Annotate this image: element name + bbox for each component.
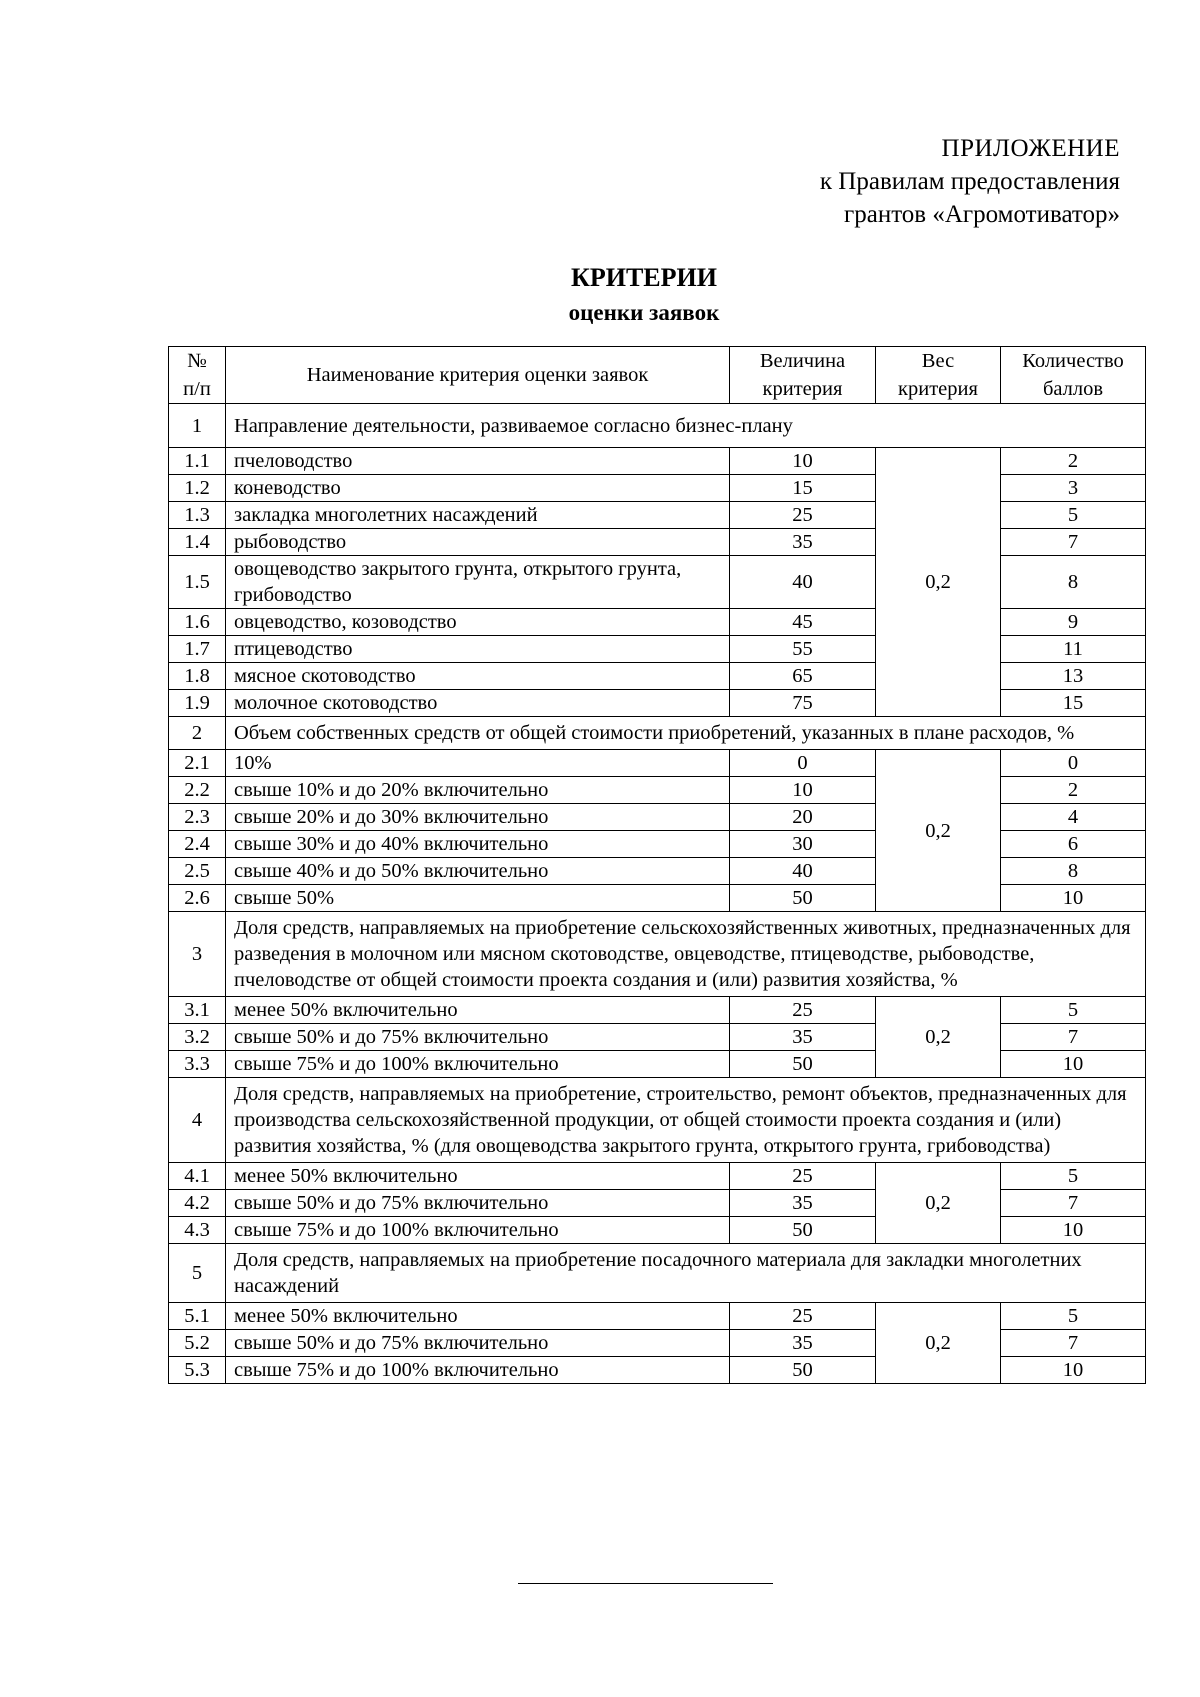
section-num: 3 (169, 912, 226, 997)
row-name: птицеводство (226, 636, 730, 663)
header-value-line1: Величина (759, 350, 846, 372)
row-name: свыше 30% и до 40% включительно (226, 831, 730, 858)
table-row (169, 1163, 1146, 1190)
table-row (169, 448, 1146, 475)
row-num: 2.6 (169, 885, 226, 912)
section-title: Доля средств, направляемых на приобретение посадочного материала для закладки многолетних насаждений (226, 1244, 1146, 1303)
row-value: 25 (730, 1303, 876, 1330)
row-value: 10 (730, 777, 876, 804)
row-value: 35 (730, 1190, 876, 1217)
row-points: 15 (1001, 690, 1146, 717)
row-num: 3.3 (169, 1051, 226, 1078)
row-points: 10 (1001, 1217, 1146, 1244)
header-weight-line1: Вес (921, 350, 955, 372)
row-name: пчеловодство (226, 448, 730, 475)
row-num: 1.2 (169, 475, 226, 502)
row-num: 1.7 (169, 636, 226, 663)
row-name: закладка многолетних насаждений (226, 502, 730, 529)
row-name: 10% (226, 750, 730, 777)
table-row (169, 1303, 1146, 1330)
row-num: 4.3 (169, 1217, 226, 1244)
section-title: Направление деятельности, развиваемое согласно бизнес-плану (226, 404, 1146, 448)
row-points: 6 (1001, 831, 1146, 858)
section-row (169, 1244, 1146, 1303)
row-value: 30 (730, 831, 876, 858)
row-name: овощеводство закрытого грунта, открытого грунта, грибоводство (226, 556, 730, 609)
row-num: 4.1 (169, 1163, 226, 1190)
row-name: мясное скотоводство (226, 663, 730, 690)
criteria-table-body (169, 404, 1146, 1384)
row-value: 25 (730, 502, 876, 529)
section-title: Доля средств, направляемых на приобретение сельскохозяйственных животных, предназначенных для разведения в молочном или мясном скотоводстве, овцеводстве, птицеводстве, рыбоводстве, пчеловодстве от общей стоимости проекта создания и (или) развития хозяйства, % (226, 912, 1146, 997)
section-row (169, 404, 1146, 448)
row-points: 7 (1001, 529, 1146, 556)
row-name: овцеводство, козоводство (226, 609, 730, 636)
header-points-line2: баллов (1042, 378, 1104, 400)
row-num: 1.8 (169, 663, 226, 690)
appendix-title: ПРИЛОЖЕНИЕ (941, 135, 1120, 162)
header-name: Наименование критерия оценки заявок (226, 347, 730, 404)
footer-divider (518, 1583, 773, 1584)
row-value: 35 (730, 1024, 876, 1051)
row-name: менее 50% включительно (226, 1303, 730, 1330)
row-points: 7 (1001, 1024, 1146, 1051)
row-num: 2.5 (169, 858, 226, 885)
row-value: 50 (730, 885, 876, 912)
row-name: рыбоводство (226, 529, 730, 556)
row-name: свыше 50% и до 75% включительно (226, 1190, 730, 1217)
row-points: 10 (1001, 1357, 1146, 1384)
row-points: 0 (1001, 750, 1146, 777)
row-points: 11 (1001, 636, 1146, 663)
header-num-line1: № (187, 350, 207, 372)
row-num: 1.9 (169, 690, 226, 717)
header-num (169, 347, 226, 404)
row-points: 5 (1001, 997, 1146, 1024)
row-value: 65 (730, 663, 876, 690)
header-num-line2: п/п (183, 378, 211, 400)
row-points: 10 (1001, 1051, 1146, 1078)
row-name: менее 50% включительно (226, 997, 730, 1024)
row-points: 3 (1001, 475, 1146, 502)
row-name: свыше 40% и до 50% включительно (226, 858, 730, 885)
row-num: 1.1 (169, 448, 226, 475)
section-row (169, 1078, 1146, 1163)
row-num: 1.4 (169, 529, 226, 556)
row-name: свыше 75% и до 100% включительно (226, 1051, 730, 1078)
row-num: 5.2 (169, 1330, 226, 1357)
section-num: 2 (169, 717, 226, 750)
row-name: свыше 75% и до 100% включительно (226, 1357, 730, 1384)
row-points: 5 (1001, 1163, 1146, 1190)
header-value (730, 347, 876, 404)
row-name: свыше 20% и до 30% включительно (226, 804, 730, 831)
row-value: 25 (730, 1163, 876, 1190)
section-weight: 0,2 (876, 448, 1001, 717)
row-points: 9 (1001, 609, 1146, 636)
row-name: свыше 75% и до 100% включительно (226, 1217, 730, 1244)
document-title: КРИТЕРИИ (571, 263, 717, 292)
section-title: Объем собственных средств от общей стоимости приобретений, указанных в плане расходов, % (226, 717, 1146, 750)
criteria-table (168, 346, 1146, 1384)
section-weight: 0,2 (876, 750, 1001, 912)
row-value: 50 (730, 1217, 876, 1244)
row-name: менее 50% включительно (226, 1163, 730, 1190)
row-points: 2 (1001, 448, 1146, 475)
row-num: 2.1 (169, 750, 226, 777)
row-num: 2.3 (169, 804, 226, 831)
row-value: 40 (730, 858, 876, 885)
row-num: 5.1 (169, 1303, 226, 1330)
row-value: 15 (730, 475, 876, 502)
row-value: 0 (730, 750, 876, 777)
row-points: 2 (1001, 777, 1146, 804)
row-value: 50 (730, 1357, 876, 1384)
section-num: 1 (169, 404, 226, 448)
row-num: 3.2 (169, 1024, 226, 1051)
header-weight (876, 347, 1001, 404)
section-num: 4 (169, 1078, 226, 1163)
header-weight-line2: критерия (898, 378, 978, 400)
row-points: 7 (1001, 1330, 1146, 1357)
row-num: 1.3 (169, 502, 226, 529)
row-value: 25 (730, 997, 876, 1024)
row-value: 20 (730, 804, 876, 831)
header-points (1001, 347, 1146, 404)
row-name: коневодство (226, 475, 730, 502)
section-num: 5 (169, 1244, 226, 1303)
row-name: свыше 50% (226, 885, 730, 912)
row-points: 5 (1001, 1303, 1146, 1330)
row-points: 4 (1001, 804, 1146, 831)
row-points: 7 (1001, 1190, 1146, 1217)
row-num: 1.6 (169, 609, 226, 636)
row-num: 4.2 (169, 1190, 226, 1217)
row-num: 3.1 (169, 997, 226, 1024)
section-row (169, 912, 1146, 997)
row-name: свыше 10% и до 20% включительно (226, 777, 730, 804)
row-value: 35 (730, 529, 876, 556)
row-num: 5.3 (169, 1357, 226, 1384)
section-row (169, 717, 1146, 750)
row-num: 1.5 (169, 556, 226, 609)
table-header-row (169, 347, 1146, 404)
row-num: 2.4 (169, 831, 226, 858)
row-points: 8 (1001, 858, 1146, 885)
document-subtitle: оценки заявок (568, 300, 720, 325)
header-value-line2: критерия (762, 378, 843, 400)
section-title: Доля средств, направляемых на приобретение, строительство, ремонт объектов, предназначенных для производства сельскохозяйственной продукции, от общей стоимости проекта создания и (или) развития хозяйства, % (для овощеводства закрытого грунта, открытого грунта, грибоводства) (226, 1078, 1146, 1163)
row-name: свыше 50% и до 75% включительно (226, 1024, 730, 1051)
section-weight: 0,2 (876, 1163, 1001, 1244)
row-name: молочное скотоводство (226, 690, 730, 717)
section-weight: 0,2 (876, 1303, 1001, 1384)
row-value: 45 (730, 609, 876, 636)
row-value: 10 (730, 448, 876, 475)
row-name: свыше 50% и до 75% включительно (226, 1330, 730, 1357)
row-points: 13 (1001, 663, 1146, 690)
row-value: 35 (730, 1330, 876, 1357)
header-points-line1: Количество (1022, 350, 1124, 372)
row-value: 75 (730, 690, 876, 717)
section-weight: 0,2 (876, 997, 1001, 1078)
table-row (169, 997, 1146, 1024)
table-row (169, 750, 1146, 777)
row-points: 8 (1001, 556, 1146, 609)
appendix-line-1: к Правилам предоставления (819, 168, 1120, 195)
row-num: 2.2 (169, 777, 226, 804)
row-points: 10 (1001, 885, 1146, 912)
row-value: 40 (730, 556, 876, 609)
row-value: 50 (730, 1051, 876, 1078)
appendix-line-2: грантов «Агромотиватор» (843, 201, 1120, 228)
row-points: 5 (1001, 502, 1146, 529)
row-value: 55 (730, 636, 876, 663)
appendix-header (820, 132, 1120, 231)
